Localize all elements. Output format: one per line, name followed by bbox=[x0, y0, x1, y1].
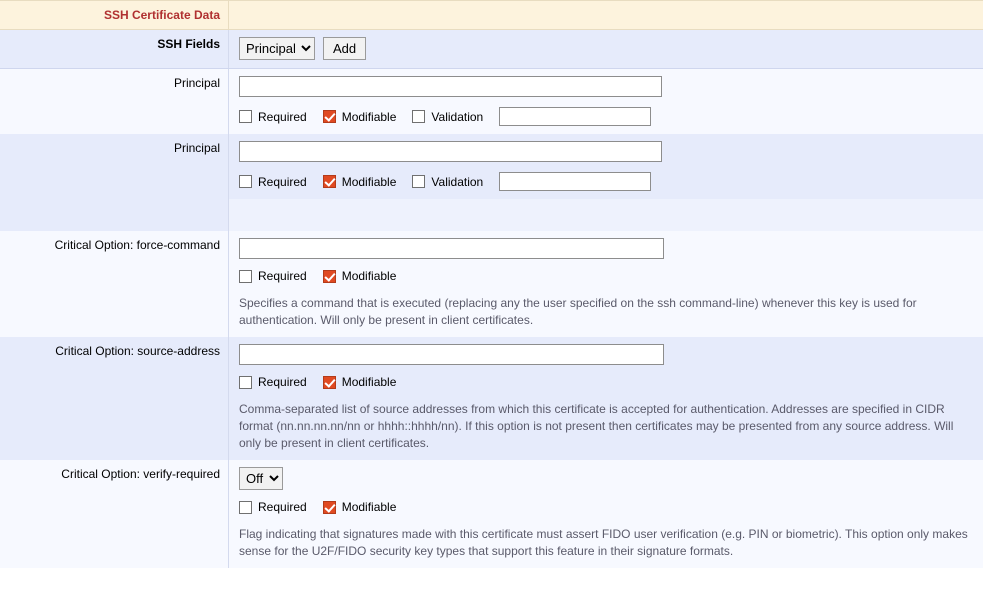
critical-option-verify-required-label: Critical Option: verify-required bbox=[61, 467, 220, 481]
force-command-required-option[interactable] bbox=[239, 269, 307, 283]
force-command-modifiable-checkbox[interactable] bbox=[323, 270, 336, 283]
principal-required-checkbox-2[interactable] bbox=[239, 175, 252, 188]
principal-validation-checkbox-1[interactable] bbox=[412, 110, 425, 123]
section-header-spacer bbox=[228, 1, 983, 29]
principal-input-2[interactable] bbox=[239, 141, 662, 162]
principal-required-option-1[interactable] bbox=[239, 110, 307, 124]
source-address-required-option[interactable] bbox=[239, 375, 307, 389]
principal-controls-1 bbox=[228, 69, 983, 134]
ssh-fields-row bbox=[0, 30, 983, 69]
principal-validation-option-1[interactable] bbox=[412, 110, 483, 124]
force-command-modifiable-option[interactable] bbox=[323, 269, 397, 283]
principal-validation-input-1[interactable] bbox=[499, 107, 651, 126]
section-header-row bbox=[0, 0, 983, 30]
principal-controls-2 bbox=[228, 134, 983, 199]
verify-required-required-checkbox[interactable] bbox=[239, 501, 252, 514]
critical-option-verify-required-row bbox=[0, 460, 983, 568]
ssh-fields-label: SSH Fields bbox=[157, 37, 220, 51]
verify-required-required-label: Required bbox=[258, 500, 307, 514]
ssh-fields-select[interactable] bbox=[239, 37, 315, 60]
principal-validation-checkbox-2[interactable] bbox=[412, 175, 425, 188]
source-address-modifiable-label: Modifiable bbox=[341, 375, 397, 389]
add-button[interactable]: Add bbox=[323, 37, 366, 60]
principal-modifiable-label-1: Modifiable bbox=[341, 109, 397, 124]
critical-option-verify-required-controls bbox=[228, 460, 983, 568]
critical-option-source-address-label: Critical Option: source-address bbox=[55, 344, 220, 358]
principal-input-1[interactable] bbox=[239, 76, 662, 97]
principal-row-2 bbox=[0, 134, 983, 199]
critical-option-force-command-controls bbox=[228, 231, 983, 337]
source-address-help-text: Comma-separated list of source addresses from which this certificate is accepted for authentication. Addresses are specified in CIDR format (nn.nn.nn.nn/nn or hhhh::hhhh/nn). If this option is not present then certificates may be presented from any source address. Will only be present in client certificates. bbox=[239, 402, 954, 450]
principal-modifiable-option-2[interactable] bbox=[323, 175, 397, 189]
source-address-required-checkbox[interactable] bbox=[239, 376, 252, 389]
principal-validation-label-2: Validation bbox=[431, 174, 484, 189]
force-command-required-label: Required bbox=[258, 269, 307, 283]
verify-required-modifiable-checkbox[interactable] bbox=[323, 501, 336, 514]
principal-required-label-1: Required bbox=[258, 109, 307, 124]
verify-required-modifiable-option[interactable] bbox=[323, 500, 397, 514]
principal-modifiable-label-2: Modifiable bbox=[341, 174, 397, 189]
principal-modifiable-checkbox-1[interactable] bbox=[323, 110, 336, 123]
verify-required-modifiable-label: Modifiable bbox=[341, 500, 397, 514]
principal-required-label-2: Required bbox=[258, 174, 307, 189]
source-address-modifiable-option[interactable] bbox=[323, 375, 397, 389]
force-command-input[interactable] bbox=[239, 238, 664, 259]
principal-row-1 bbox=[0, 69, 983, 134]
verify-required-required-option[interactable] bbox=[239, 500, 307, 514]
force-command-modifiable-label: Modifiable bbox=[341, 269, 397, 283]
principal-validation-option-2[interactable] bbox=[412, 175, 483, 189]
separator-label-cell bbox=[0, 199, 228, 231]
principal-validation-input-2[interactable] bbox=[499, 172, 651, 191]
separator-content-cell bbox=[228, 199, 983, 231]
ssh-fields-controls bbox=[228, 30, 983, 68]
critical-option-force-command-label: Critical Option: force-command bbox=[54, 238, 220, 252]
section-title: SSH Certificate Data bbox=[103, 8, 220, 22]
force-command-help-text: Specifies a command that is executed (replacing any the user specified on the ssh command-line) whenever this key is used for authentication. Will only be present in client certificates. bbox=[239, 296, 917, 327]
principal-modifiable-option-1[interactable] bbox=[323, 110, 397, 124]
source-address-modifiable-checkbox[interactable] bbox=[323, 376, 336, 389]
source-address-required-label: Required bbox=[258, 375, 307, 389]
principal-required-option-2[interactable] bbox=[239, 175, 307, 189]
principal-validation-label-1: Validation bbox=[431, 109, 484, 124]
principal-label-2: Principal bbox=[173, 141, 220, 155]
principal-label-1: Principal bbox=[173, 76, 220, 90]
critical-option-source-address-row bbox=[0, 337, 983, 460]
separator-row bbox=[0, 199, 983, 231]
force-command-required-checkbox[interactable] bbox=[239, 270, 252, 283]
verify-required-help-text: Flag indicating that signatures made with this certificate must assert FIDO user verification (e.g. PIN or biometric). This option only makes sense for the U2F/FIDO security key types that support this feature in their signature formats. bbox=[239, 527, 968, 558]
principal-modifiable-checkbox-2[interactable] bbox=[323, 175, 336, 188]
source-address-input[interactable] bbox=[239, 344, 664, 365]
verify-required-select[interactable] bbox=[239, 467, 283, 490]
critical-option-force-command-row bbox=[0, 231, 983, 337]
principal-required-checkbox-1[interactable] bbox=[239, 110, 252, 123]
critical-option-source-address-controls bbox=[228, 337, 983, 460]
